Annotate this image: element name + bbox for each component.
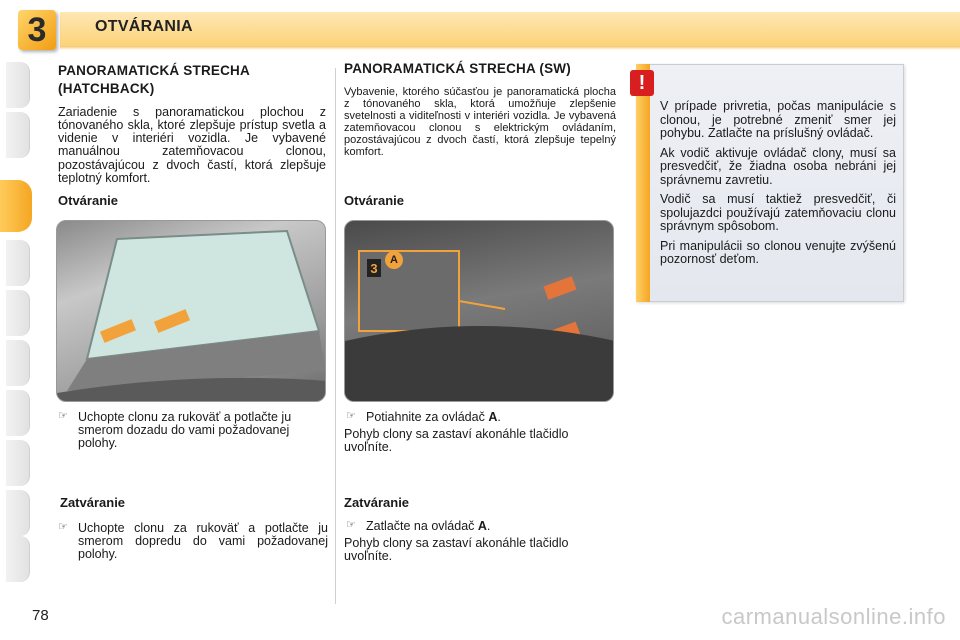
open-note-sw: Pohyb clony sa zastaví akonáhle tlačidlo uvoľníte. [344,427,569,455]
sunroof-photo-hatchback [56,220,326,402]
side-tab [6,490,30,536]
side-tab [6,340,30,386]
side-tab [6,290,30,336]
sunroof-illustration [57,221,326,402]
side-tab [6,536,30,582]
close-heading-hatchback: Zatváranie [60,495,126,510]
side-tab [6,240,30,286]
open-heading-hatchback: Otváranie [58,193,118,208]
watermark: carmanualsonline.info [721,604,946,629]
close-instruction-hatchback: ☞ Uchopte clonu za rukoväť a potlačte ju smerom dopredu do vami požadovanej polohy. [58,521,328,562]
page-number: 78 [32,607,49,624]
hatchback-intro: Zariadenie s panoramatickou plochou z tónovaného skla, ktoré zlepšuje prístup svetla a videnie v interiéri vozidla. Je vybavené manuálnou zatemňovacou clonou, pozostávajúcou z dvoch častí, ktorá zlepšuje teplotný komfort. [58,105,326,185]
warning-paragraph: Pri manipulácii so clonou venujte zvýšenú pozornosť deťom. [660,238,896,266]
warning-text [660,100,896,273]
side-tab [6,440,30,486]
bullet-icon: ☞ [58,410,68,422]
side-tab [6,112,30,158]
bullet-icon: ☞ [346,519,356,531]
close-heading-sw: Zatváranie [344,495,410,510]
bullet-icon: ☞ [58,521,68,533]
warning-accent-strip [636,64,650,302]
side-tab [6,390,30,436]
chapter-title: OTVÁRANIA [95,18,193,35]
warning-paragraph: V prípade privretia, počas manipulácie s clonou, je potrebné zmeniť smer jej pohybu. Zatlačte na príslušný ovládač. [660,99,896,140]
section-heading-hatchback: PANORAMATICKÁ STRECHA (HATCHBACK) [58,63,250,97]
chapter-number-badge: 3 [18,10,56,50]
bullet-icon: ☞ [346,410,356,422]
side-tab-active [0,180,32,232]
warning-paragraph: Ak vodič aktivuje ovládač clony, musí sa presvedčiť, že žiadna osoba nebráni jej správnemu zavretiu. [660,145,896,187]
open-instruction-sw: ☞ Potiahnite za ovládač A. [346,410,501,424]
chapter-side-tabs [0,62,32,582]
photo-control-label: A [385,251,403,269]
close-note-sw: Pohyb clony sa zastaví akonáhle tlačidlo uvoľníte. [344,536,569,564]
close-instruction-sw: ☞ Zatlačte na ovládač A. [346,519,491,533]
side-tab [6,62,30,108]
roof-control-photo-sw [344,220,614,402]
sw-intro: Vybavenie, ktorého súčasťou je panoramatická plocha z tónovaného skla, ktorá umožňuje zlepšenie svetelnosti a viditeľnosti v interiéri vozidla. Je vybavená zatemňovacou clonou s elektrickým ovládaním, pozostávajúcou z dvoch častí, ktorá zlepšuje tepelný komfort. [344,86,616,159]
column-divider [335,68,336,604]
warning-icon: ! [630,70,654,96]
open-heading-sw: Otváranie [344,193,404,208]
warning-paragraph: Vodič sa musí taktiež presvedčiť, či spolujazdci používajú zatemňovaciu clonu správnym spôsobom. [660,192,896,233]
photo-index-label: 3 [367,259,381,277]
chapter-header-bar [60,12,960,46]
section-heading-sw: PANORAMATICKÁ STRECHA (SW) [344,61,571,76]
open-instruction-hatchback: ☞ Uchopte clonu za rukoväť a potlačte ju smerom dozadu do vami požadovanej polohy. [58,410,292,451]
